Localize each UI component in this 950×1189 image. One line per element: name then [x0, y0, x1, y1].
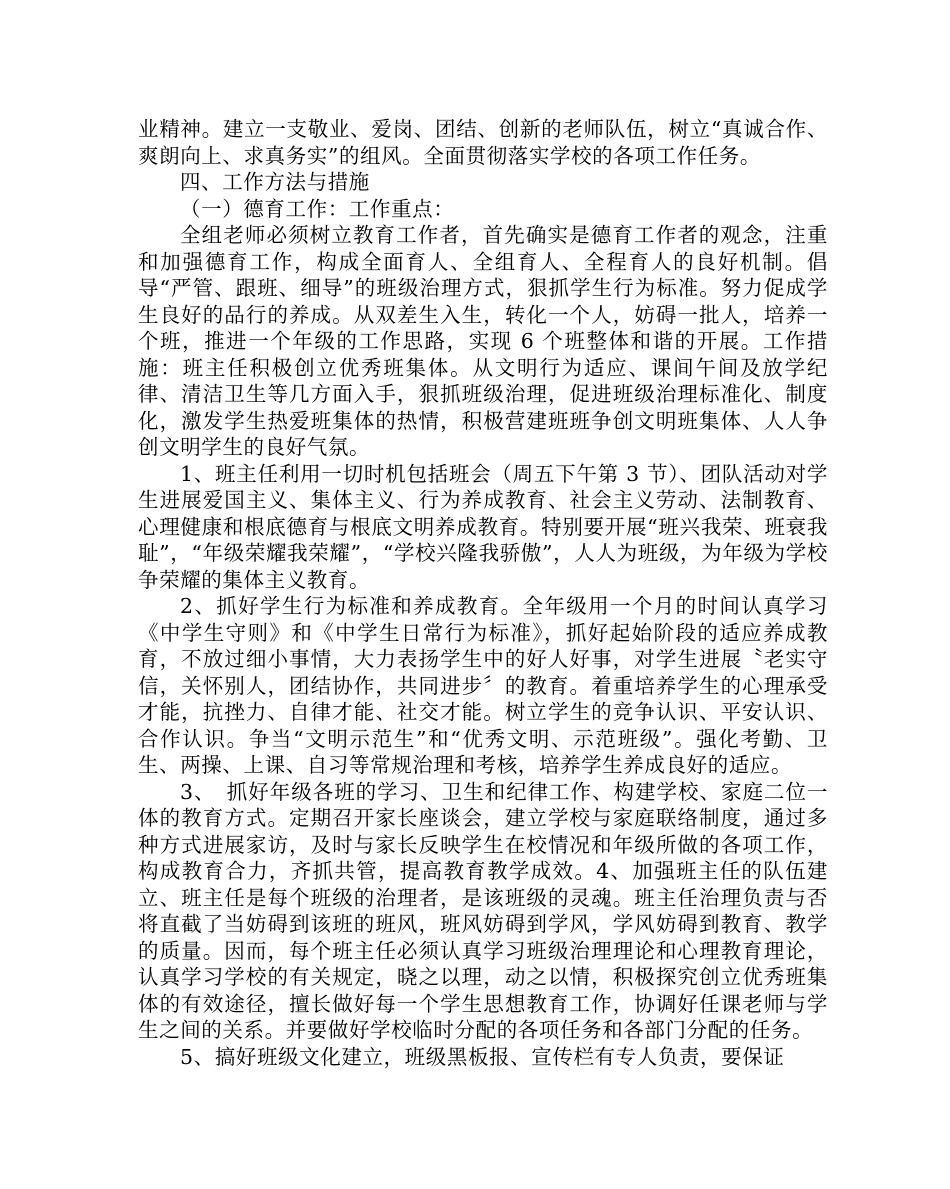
paragraph-item-3: 3、 抓好年级各班的学习、卫生和纪律工作、构建学校、家庭二位一体的教育方式。定期召开家长座谈会，建立学校与家庭联络制度，通过多种方式进展家访，及时与家长反映学生在校情况和年级所做的各项工作，构成教育合力，齐抓共管，提高教育教学成效。4、加强班主任的队伍建立、班主任是每个班级的治理者，是该班级的灵魂。班主任治理负责与否将直截了当妨碍到该班的班风，班风妨碍到学风，学风妨碍到教育、教学的质量。因而，每个班主任必须认真学习班级治理理论和心理教育理论，认真学习学校的有关规定，晓之以理，动之以情，积极探究创立优秀班集体的有效途径，擅长做好每一个学生思想教育工作，协调好任课老师与学生之间的关系。并要做好学校临时分配的各项任务和各部门分配的任务。 [138, 779, 828, 1042]
paragraph-item-2: 2、抓好学生行为标准和养成教育。全年级用一个月的时间认真学习《中学生守则》和《中学生日常行为标准》，抓好起始阶段的适应养成教育，不放过细小事情，大力表扬学生中的好人好事，对学生进展〝老实守信，关怀别人，团结协作，共同进步〞的教育。着重培养学生的心理承受才能，抗挫力、自律才能、社交才能。树立学生的竞争认识、平安认识、合作认识。争当“文明示范生”和“优秀文明、示范班级”。强化考勤、卫生、两操、上课、自习等常规治理和考核，培养学生养成良好的适应。 [138, 594, 828, 777]
paragraph-item-5: 5、搞好班级文化建立，班级黑板报、宣传栏有专人负责，要保证 [180, 1044, 785, 1069]
section-heading-methods: 四、工作方法与措施 [180, 170, 370, 194]
paragraph-intro: 业精神。建立一支敬业、爱岗、团结、创新的老师队伍，树立“真诚合作、爽朗向上、求真务实”的组风。全面贯彻落实学校的各项工作任务。 [138, 117, 828, 168]
subsection-heading-moral-education: （一）德育工作：工作重点： [180, 196, 455, 221]
paragraph-moral-education: 全组老师必须树立教育工作者，首先确实是德育工作者的观念，注重和加强德育工作，构成全面育人、全组育人、全程育人的良好机制。倡导“严管、跟班、细导”的班级治理方式，狠抓学生行为标准。努力促成学生良好的品行的养成。从双差生入生，转化一个人，妨碍一批人，培养一个班，推进一个年级的工作思路，实现 6 个班整体和谐的开展。工作措施：班主任积极创立优秀班集体。从文明行为适应、课间午间及放学纪律、清洁卫生等几方面入手，狠抓班级治理，促进班级治理标准化、制度化，激发学生热爱班集体的热情，积极营建班班争创文明班集体、人人争创文明学生的良好气氛。 [138, 223, 828, 459]
document-page [138, 116, 828, 1070]
paragraph-item-1: 1、班主任利用一切时机包括班会（周五下午第 3 节）、团队活动对学生进展爱国主义、集体主义、行为养成教育、社会主义劳动、法制教育、心理健康和根底德育与根底文明养成教育。特别要开展“班兴我荣、班衰我耻”，“年级荣耀我荣耀”，“学校兴隆我骄傲”，人人为班级，为年级为学校争荣耀的集体主义教育。 [138, 461, 828, 592]
